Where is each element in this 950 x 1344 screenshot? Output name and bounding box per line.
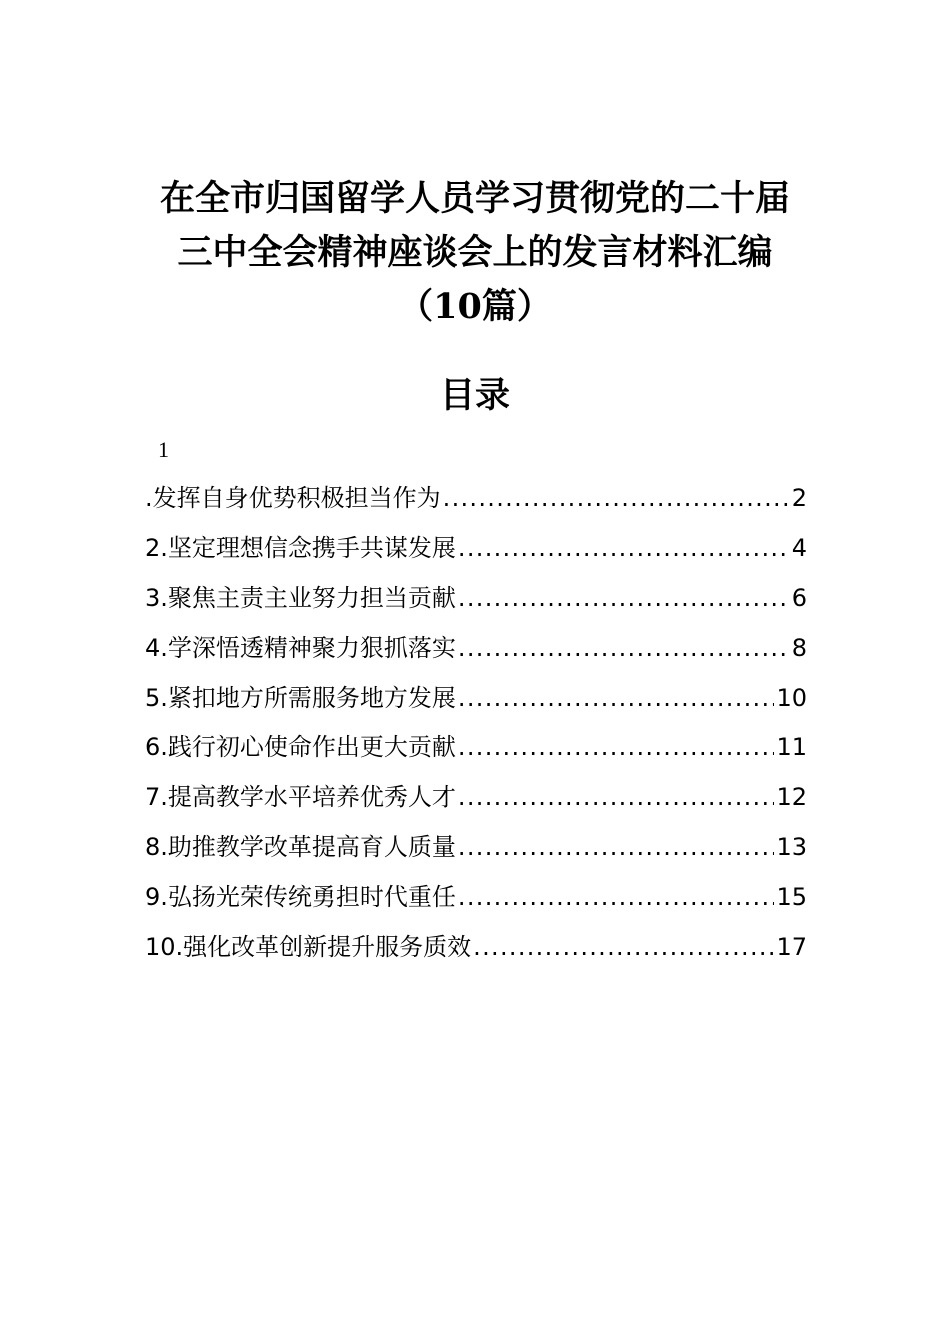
title-line-1: 在全市归国留学人员学习贯彻党的二十届: [159, 178, 790, 219]
toc-entry-page: 13: [776, 833, 807, 862]
toc-entry-4[interactable]: [145, 628, 807, 678]
table-of-contents: [145, 478, 807, 977]
title-line-2: 三中全会精神座谈会上的发言材料汇编: [177, 232, 773, 273]
toc-entry-10[interactable]: [145, 927, 807, 977]
toc-entry-7[interactable]: [145, 777, 807, 827]
toc-dot-leader: [473, 927, 774, 967]
toc-entry-page: 10: [776, 683, 807, 712]
toc-entry-title: 2.坚定理想信念携手共谋发展: [145, 533, 456, 562]
toc-entry-8[interactable]: [145, 827, 807, 877]
document-title: [0, 172, 950, 334]
stray-page-number: 1: [158, 437, 169, 462]
toc-entry-title: 4.学深悟透精神聚力狠抓落实: [145, 633, 456, 662]
toc-entry-title: 7.提高教学水平培养优秀人才: [145, 783, 456, 812]
toc-entry-2[interactable]: [145, 528, 807, 578]
toc-heading: 目录: [439, 375, 510, 416]
toc-dot-leader: [458, 578, 790, 618]
toc-entry-title: 3.聚焦主责主业努力担当贡献: [145, 583, 456, 612]
toc-entry-page: 15: [776, 883, 807, 912]
toc-entry-6[interactable]: [145, 727, 807, 777]
toc-entry-page: 17: [776, 933, 807, 962]
toc-dot-leader: [458, 877, 775, 917]
toc-dot-leader: [458, 628, 790, 668]
toc-entry-title: .发挥自身优势积极担当作为: [145, 484, 441, 512]
toc-dot-leader: [443, 478, 790, 518]
toc-entry-title: 5.紧扣地方所需服务地方发展: [145, 683, 456, 712]
toc-entry-title: 9.弘扬光荣传统勇担时代重任: [145, 883, 456, 912]
toc-entry-1[interactable]: [145, 478, 807, 528]
toc-entry-title: 8.助推教学改革提高育人质量: [145, 833, 456, 862]
toc-dot-leader: [458, 727, 775, 767]
toc-entry-title: 10.强化改革创新提升服务质效: [145, 933, 472, 962]
toc-entry-page: 2: [791, 484, 807, 512]
toc-dot-leader: [458, 528, 790, 568]
toc-entry-5[interactable]: [145, 678, 807, 728]
toc-entry-3[interactable]: [145, 578, 807, 628]
toc-dot-leader: [458, 678, 775, 718]
toc-dot-leader: [458, 777, 775, 817]
toc-entry-page: 8: [791, 633, 807, 662]
toc-entry-9[interactable]: [145, 877, 807, 927]
toc-entry-title: 6.践行初心使命作出更大贡献: [145, 733, 456, 762]
toc-entry-page: 12: [776, 783, 807, 812]
toc-entry-page: 11: [776, 733, 807, 762]
toc-entry-page: 4: [791, 533, 807, 562]
toc-dot-leader: [458, 827, 775, 867]
title-line-3: （10篇）: [398, 286, 552, 327]
toc-entry-page: 6: [791, 583, 807, 612]
